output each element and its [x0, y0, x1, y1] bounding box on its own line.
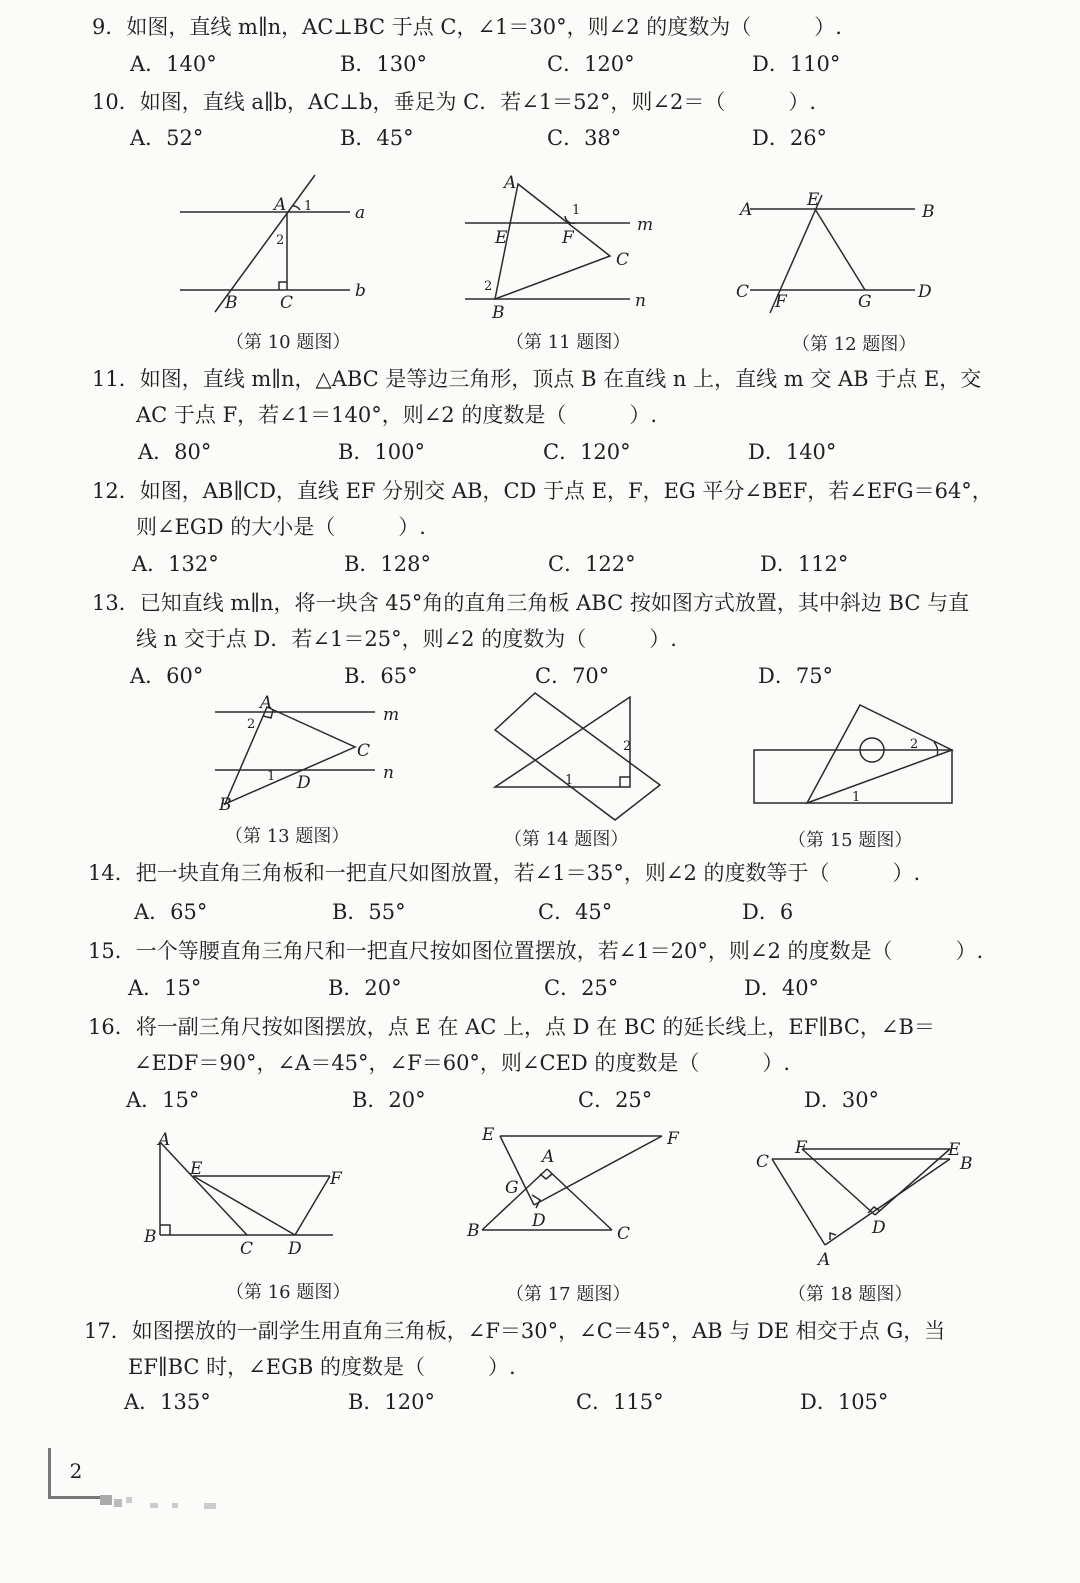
- option-b: B．55°: [332, 900, 406, 924]
- option-d: D．40°: [744, 976, 820, 1000]
- label-c: C: [617, 1224, 631, 1244]
- option-d: D．75°: [758, 664, 834, 688]
- option-a: A．80°: [138, 440, 212, 464]
- label-e: E: [190, 1159, 203, 1179]
- figure-18: [750, 1135, 980, 1270]
- label-a: A: [260, 693, 273, 713]
- option-c: C．120°: [543, 440, 631, 464]
- label-d: D: [288, 1239, 302, 1259]
- question-12-line1: 12．如图，AB∥CD，直线 EF 分别交 AB，CD 于点 E，F，EG 平分∠BEF，若∠EFG＝64°，: [92, 479, 993, 503]
- label-2: 2: [247, 717, 256, 732]
- option-b: B．120°: [348, 1390, 436, 1414]
- option-d: D．6: [742, 900, 794, 924]
- question-11-line2: AC 于点 F，若∠1＝140°，则∠2 的度数是（ ）.: [136, 403, 657, 427]
- question-14-text: 14．把一块直角三角板和一把直尺如图放置，若∠1＝35°，则∠2 的度数等于（ ）.: [88, 861, 921, 885]
- question-10-text: 10．如图，直线 a∥b，AC⊥b，垂足为 C．若∠1＝52°，则∠2＝（ ）.: [92, 90, 817, 114]
- label-b: B: [492, 303, 505, 323]
- label-a: A: [740, 200, 753, 220]
- question-13-line2: 线 n 交于点 D．若∠1＝25°，则∠2 的度数为（ ）.: [136, 627, 677, 651]
- label-1: 1: [572, 203, 581, 218]
- option-a: A．15°: [128, 976, 202, 1000]
- label-d: D: [872, 1218, 886, 1238]
- label-c: C: [280, 293, 294, 313]
- label-c: C: [756, 1152, 770, 1172]
- question-16-line1: 16．将一副三角尺按如图摆放，点 E 在 AC 上，点 D 在 BC 的延长线上，EF∥BC，∠B＝: [88, 1015, 935, 1039]
- option-c: C．25°: [544, 976, 619, 1000]
- option-c: C．70°: [535, 664, 610, 688]
- label-n: n: [635, 291, 646, 311]
- caption-figure-16: （第 16 题图）: [226, 1282, 351, 1303]
- label-b: B: [467, 1221, 480, 1241]
- question-16-line2: ∠EDF＝90°，∠A＝45°，∠F＝60°，则∠CED 的度数是（ ）.: [134, 1051, 791, 1075]
- label-a-line: a: [355, 203, 366, 223]
- caption-figure-10: （第 10 题图）: [226, 332, 351, 353]
- label-1: 1: [565, 773, 574, 788]
- option-a: A．60°: [130, 664, 204, 688]
- option-d: D．112°: [760, 552, 849, 576]
- label-a: A: [504, 173, 517, 193]
- label-2: 2: [276, 233, 285, 248]
- label-b: B: [922, 202, 935, 222]
- page-number: 2: [48, 1448, 101, 1499]
- figure-10: [170, 170, 380, 320]
- label-e: E: [495, 228, 508, 248]
- label-f: F: [795, 1138, 807, 1158]
- caption-figure-14: （第 14 题图）: [504, 829, 629, 850]
- figure-17: [462, 1122, 692, 1247]
- option-b: B．65°: [344, 664, 418, 688]
- label-e: E: [482, 1125, 495, 1145]
- label-m: m: [383, 705, 400, 725]
- option-a: A．140°: [130, 52, 217, 76]
- label-2: 2: [484, 279, 493, 294]
- label-c: C: [616, 250, 630, 270]
- label-b: B: [144, 1227, 157, 1247]
- option-b: B．20°: [352, 1088, 426, 1112]
- question-11-line1: 11．如图，直线 m∥n，△ABC 是等边三角形，顶点 B 在直线 n 上，直线 m 交 AB 于点 E，交: [92, 367, 982, 391]
- figure-13: [205, 692, 415, 817]
- option-b: B．100°: [338, 440, 426, 464]
- label-b-point: B: [225, 293, 238, 313]
- label-d: D: [918, 282, 932, 302]
- question-15-text: 15．一个等腰直角三角尺和一把直尺按如图位置摆放，若∠1＝20°，则∠2 的度数是（ ）.: [88, 939, 984, 963]
- caption-figure-11: （第 11 题图）: [506, 332, 631, 353]
- label-a: A: [818, 1250, 831, 1270]
- label-d: D: [532, 1211, 546, 1231]
- caption-figure-13: （第 13 题图）: [225, 826, 350, 847]
- label-n: n: [383, 763, 394, 783]
- option-d: D．140°: [748, 440, 837, 464]
- figure-11: [460, 168, 670, 323]
- option-d: D．26°: [752, 126, 828, 150]
- caption-figure-17: （第 17 题图）: [506, 1284, 631, 1305]
- caption-figure-15: （第 15 题图）: [788, 830, 913, 851]
- option-b: B．128°: [344, 552, 432, 576]
- caption-figure-12: （第 12 题图）: [792, 334, 917, 355]
- option-c: C．38°: [547, 126, 622, 150]
- figure-15: [752, 700, 962, 810]
- question-12-line2: 则∠EGD 的大小是（ ）.: [136, 515, 426, 539]
- question-17-line1: 17．如图摆放的一副学生用直角三角板，∠F＝30°，∠C＝45°，AB 与 DE 相交于点 G，当: [84, 1319, 946, 1343]
- option-d: D．110°: [752, 52, 841, 76]
- option-d: D．105°: [800, 1390, 889, 1414]
- option-a: A．65°: [134, 900, 208, 924]
- option-c: C．120°: [547, 52, 635, 76]
- option-a: A．135°: [124, 1390, 211, 1414]
- label-e: E: [948, 1140, 961, 1160]
- figure-12: [730, 185, 950, 320]
- option-a: A．15°: [126, 1088, 200, 1112]
- option-a: A．52°: [130, 126, 204, 150]
- question-9-text: 9．如图，直线 m∥n，AC⊥BC 于点 C，∠1＝30°，则∠2 的度数为（ ）.: [92, 15, 842, 39]
- figure-14: [490, 690, 670, 820]
- label-a: A: [158, 1130, 171, 1150]
- label-m: m: [637, 215, 654, 235]
- option-b: B．130°: [340, 52, 428, 76]
- option-a: A．132°: [132, 552, 219, 576]
- question-17-line2: EF∥BC 时，∠EGB 的度数是（ ）.: [128, 1355, 516, 1379]
- option-c: C．115°: [576, 1390, 664, 1414]
- label-1: 1: [304, 199, 313, 214]
- label-b: B: [219, 795, 232, 815]
- label-g: G: [505, 1178, 519, 1198]
- option-b: B．45°: [340, 126, 414, 150]
- label-b: B: [960, 1154, 973, 1174]
- figure-16: [140, 1128, 360, 1263]
- label-d: D: [297, 773, 311, 793]
- label-e: E: [807, 190, 820, 210]
- label-c: C: [240, 1239, 254, 1259]
- decorative-dots: [100, 1495, 230, 1515]
- label-2: 2: [910, 737, 919, 752]
- caption-figure-18: （第 18 题图）: [788, 1284, 913, 1305]
- option-c: C．25°: [578, 1088, 653, 1112]
- label-f: F: [562, 228, 574, 248]
- label-g: G: [858, 292, 872, 312]
- label-c: C: [357, 741, 371, 761]
- option-b: B．20°: [328, 976, 402, 1000]
- label-b-line: b: [355, 281, 366, 301]
- label-a: A: [274, 195, 287, 215]
- option-c: C．45°: [538, 900, 613, 924]
- label-2: 2: [623, 739, 632, 754]
- label-c: C: [736, 282, 750, 302]
- question-13-line1: 13．已知直线 m∥n，将一块含 45°角的直角三角板 ABC 按如图方式放置，其中斜边 BC 与直: [92, 591, 970, 615]
- option-c: C．122°: [548, 552, 636, 576]
- label-f: F: [775, 292, 787, 312]
- label-1: 1: [852, 790, 861, 805]
- label-f: F: [667, 1129, 679, 1149]
- option-d: D．30°: [804, 1088, 880, 1112]
- label-a: A: [542, 1147, 555, 1167]
- label-1: 1: [267, 769, 276, 784]
- label-f: F: [330, 1169, 342, 1189]
